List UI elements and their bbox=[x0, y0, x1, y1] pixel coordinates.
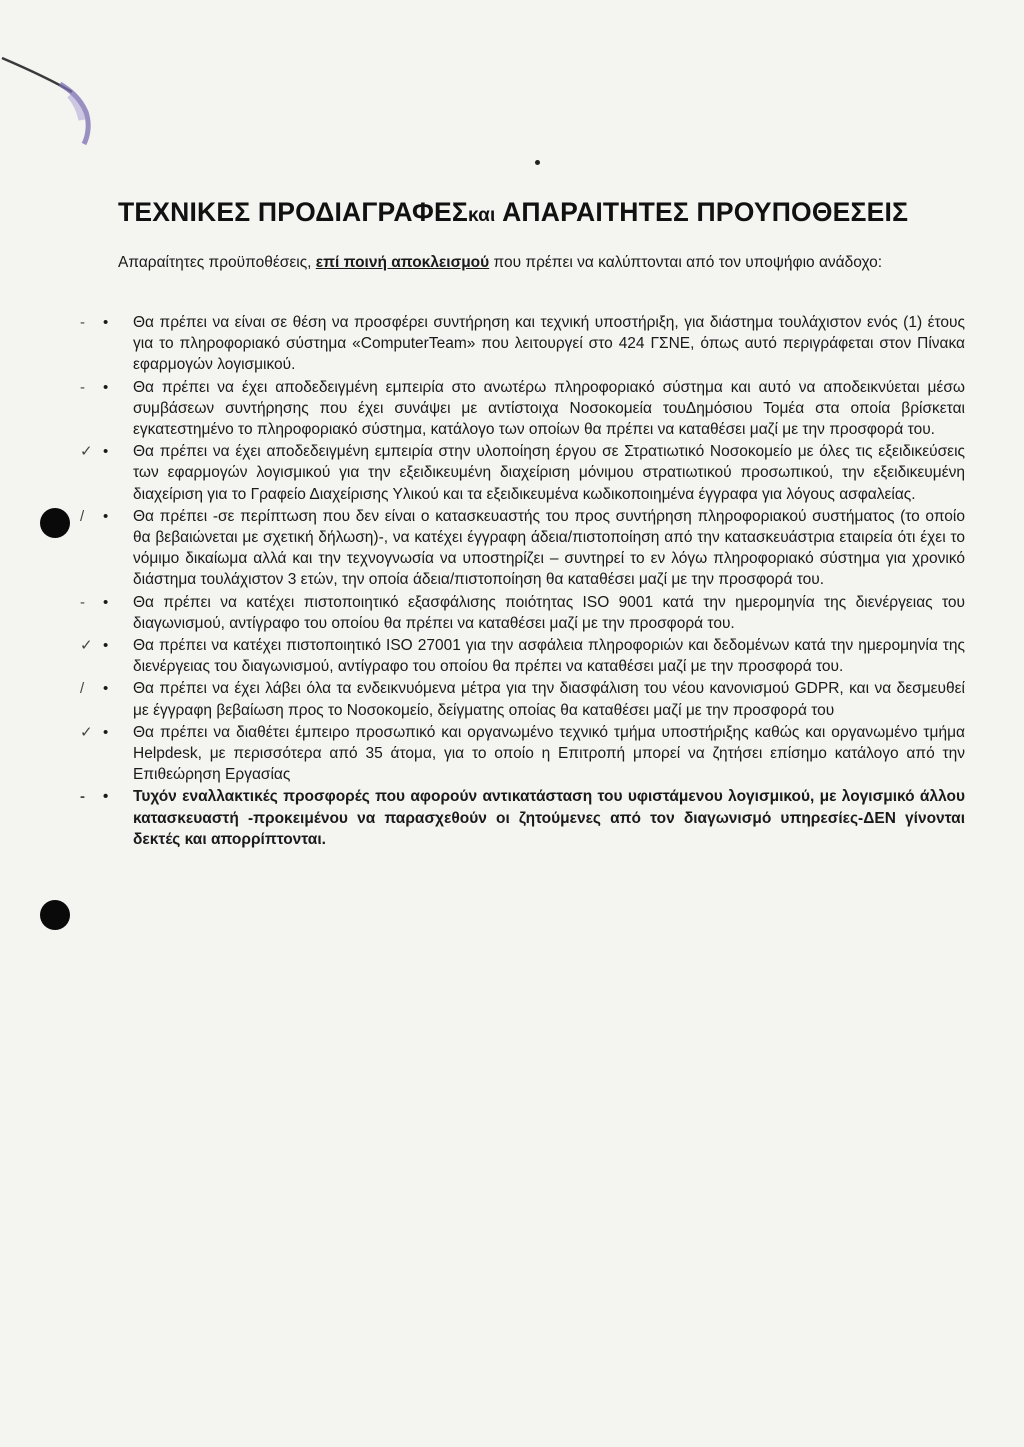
requirement-item bbox=[0, 678, 965, 720]
requirement-text: Θα πρέπει -σε περίπτωση που δεν είναι ο κατασκευαστής του προς συντήρηση πληροφοριακού συστήματος (το οποίο θα βεβαιώνεται με σχετική δήλωση)-, να κατέχει έγγραφη άδεια/πιστοποίηση από την κατασκευάστρια εταιρεία ότι έχει το νόμιμο δικαίωμα αλλά και την τεχνογνωσία να υποστηρίζει – συντηρεί το εν λόγω πληροφοριακό σύστημα για χρονικό διάστημα τουλάχιστον 3 ετών, την οποία άδεια/πιστοποίηση θα καταθέσει μαζί με την προσφορά του. bbox=[133, 507, 965, 589]
margin-check-mark: - bbox=[80, 593, 85, 611]
intro-paragraph bbox=[118, 252, 963, 273]
margin-check-mark: / bbox=[80, 507, 85, 525]
bullet-icon: • bbox=[103, 378, 109, 396]
punch-hole-bottom bbox=[40, 900, 70, 930]
requirement-text: Θα πρέπει να κατέχει πιστοποιητικό ISO 27001 για την ασφάλεια πληροφοριών και δεδομένων κατά την ημερομηνία της διενέργειας του διαγωνισμού, αντίγραφο του οποίου θα πρέπει να καταθέσει μαζί με την προσφορά του. bbox=[133, 637, 965, 676]
requirements-list bbox=[0, 312, 1024, 851]
requirement-text: Θα πρέπει να διαθέτει έμπειρο προσωπικό και οργανωμένο τεχνικό τμήμα υποστήριξης καθώς και οργανωμένο τμήμα Helpdesk, με περισσότερα από 35 άτομα, για το οποίο η Επιτροπή μπορεί να ζητήσει επίσημο κατάλογο από την Επιθεώρηση Εργασίας bbox=[133, 723, 965, 784]
requirement-text: Θα πρέπει να είναι σε θέση να προσφέρει συντήρηση και τεχνική υποστήριξη, για διάστημα τουλάχιστον ενός (1) έτους για το πληροφοριακό σύστημα «ComputerTeam» που λειτουργεί στο 424 ΓΣΝΕ, όπως αυτό περιγράφεται στον Πίνακα εφαρμογών λογισμικού. bbox=[133, 314, 965, 374]
bullet-icon: • bbox=[103, 680, 109, 698]
bullet-icon: • bbox=[103, 507, 109, 525]
requirement-text: Θα πρέπει να κατέχει πιστοποιητικό εξασφάλισης ποιότητας ISO 9001 κατά την ημερομηνία της διενέργειας του διαγωνισμού, αντίγραφο του οποίου θα πρέπει να καταθέσει μαζί με την προσφορά του. bbox=[133, 593, 965, 632]
margin-check-mark: ✓ bbox=[80, 443, 93, 461]
bullet-icon: • bbox=[103, 314, 109, 331]
bullet-icon: • bbox=[103, 788, 109, 806]
bullet-icon: • bbox=[103, 723, 109, 741]
requirement-item bbox=[0, 441, 965, 505]
title-rest: ΑΠΑΡΑΙΤΗΤΕΣ ΠΡΟΥΠΟΘΕΣΕΙΣ bbox=[495, 197, 909, 227]
margin-check-mark: ✓ bbox=[80, 723, 93, 741]
pen-scribble-mark bbox=[0, 40, 110, 160]
requirement-item bbox=[0, 592, 965, 634]
requirement-item bbox=[0, 506, 965, 591]
requirement-text: Τυχόν εναλλακτικές προσφορές που αφορούν αντικατάσταση του υφιστάμενου λογισμικού, με λογισμικό άλλου κατασκευαστή -προκειμένου να παρασχεθούν οι ζητούμενες από τον διαγωνισμό υπηρεσίες-ΔΕΝ γίνονται δεκτές και απορρίπτονται. bbox=[133, 788, 965, 848]
requirement-item bbox=[0, 786, 965, 850]
requirement-text: Θα πρέπει να έχει αποδεδειγμένη εμπειρία στην υλοποίηση έργου σε Στρατιωτικό Νοσοκομείο με όλες τις εξειδικεύσεις των εφαρμογών λογισμικού για την εξειδικευμένη διαχείριση μόνιμου στρατιωτικού προσωπικού, την εξειδικευμένη διαχείριση για το Γραφείο Διαχείρισης Υλικού και τα εξειδικευμένα κωδικοποιημένα έγγραφα για λόγους ασφαλείας. bbox=[133, 443, 965, 503]
title-kai: και bbox=[467, 205, 496, 226]
requirement-item bbox=[0, 635, 965, 677]
bullet-icon: • bbox=[103, 593, 109, 611]
intro-after: που πρέπει να καλύπτονται από τον υποψήφιο ανάδοχο: bbox=[489, 254, 883, 271]
intro-before: Απαραίτητες προϋποθέσεις, bbox=[118, 254, 316, 271]
margin-check-mark: - bbox=[80, 378, 85, 396]
requirement-text: Θα πρέπει να έχει λάβει όλα τα ενδεικνυόμενα μέτρα για την διασφάλιση του νέου κανονισμού GDPR, και να δεσμευθεί με έγγραφη βεβαίωση προς το Νοσοκομείο, δείγματης οποίας θα καταθέσει μαζί με την προσφορά του bbox=[133, 680, 965, 719]
bullet-icon: • bbox=[103, 637, 109, 655]
margin-check-mark: / bbox=[80, 680, 85, 698]
requirement-item bbox=[0, 312, 965, 376]
intro-emphasis: επί ποινή αποκλεισμού bbox=[315, 254, 490, 271]
requirement-item bbox=[0, 377, 965, 441]
margin-check-mark: - bbox=[80, 788, 85, 806]
margin-check-mark: ✓ bbox=[80, 637, 93, 655]
stray-dot-mark bbox=[535, 160, 540, 165]
title-main: ΤΕΧΝΙΚΕΣ ΠΡΟΔΙΑΓΡΑΦΕΣ bbox=[118, 197, 468, 227]
requirement-text: Θα πρέπει να έχει αποδεδειγμένη εμπειρία στο ανωτέρω πληροφοριακό σύστημα και αυτό να αποδεικνύεται μέσω συμβάσεων συντήρησης που έχει συνάψει με αντίστοιχα Νοσοκομεία τουΔημόσιου Τομέα στα οποία βρίσκεται εγκατεστημένο το πληροφοριακό σύστημα, κατάλογο των οποίων θα πρέπει να καταθέσει μαζί με την προσφορά του. bbox=[133, 378, 965, 439]
margin-check-mark: - bbox=[80, 314, 85, 331]
requirement-item bbox=[0, 722, 965, 786]
bullet-icon: • bbox=[103, 443, 109, 461]
document-title bbox=[118, 197, 978, 228]
